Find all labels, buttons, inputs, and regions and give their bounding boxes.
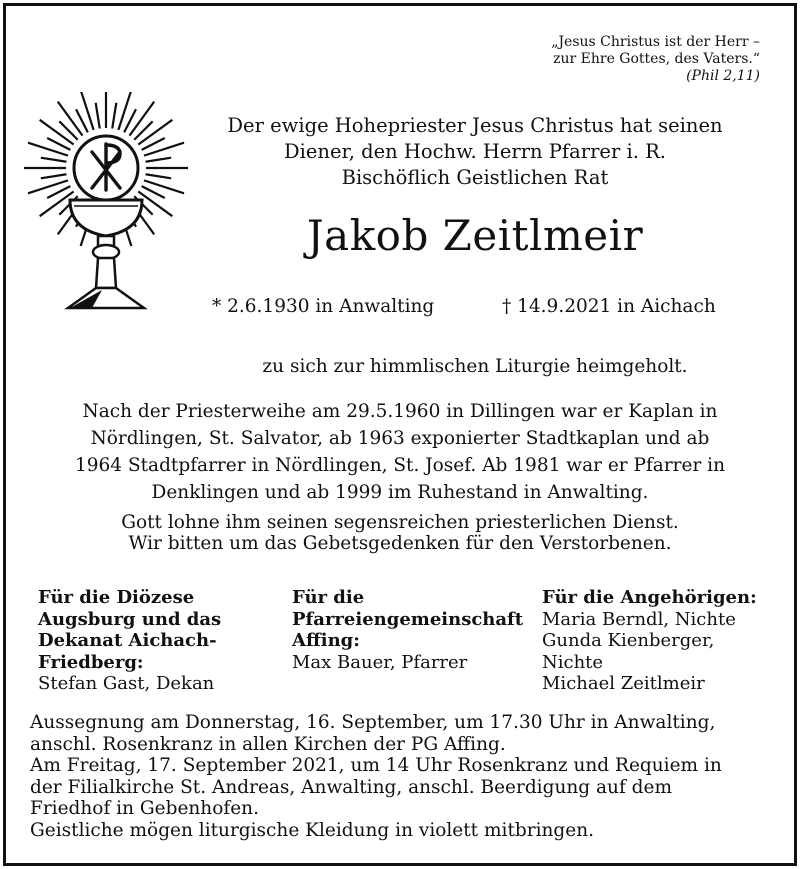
quote-line: zur Ehre Gottes, des Vaters.“ (553, 51, 760, 67)
intro-line: Bischöflich Geistlichen Rat (341, 166, 609, 189)
birth-date: * 2.6.1930 in Anwalting (212, 296, 435, 317)
bio-line: 1964 Stadtpfarrer in Nördlingen, St. Josef. Ab 1981 war er Pfarrer in (74, 455, 726, 476)
funeral-line: der Filialkirche St. Andreas, Anwalting, anschl. Beerdigung auf dem (30, 776, 672, 798)
ray-line (40, 120, 74, 145)
ray-line (138, 192, 172, 217)
bio-line: Nach der Priesterweihe am 29.5.1960 in Dillingen war er Kaplan in (82, 401, 718, 422)
called-home-text: zu sich zur himmlischen Liturgie heimgeholt. (262, 356, 688, 377)
funeral-line: Geistliche mögen liturgische Kleidung in violett mitbringen. (30, 819, 594, 841)
signer-heading: Dekanat Aichach- (38, 630, 217, 651)
bio-line: Nördlingen, St. Salvator, ab 1963 exponierter Stadtkaplan und ab (90, 428, 710, 449)
death-date: † 14.9.2021 in Aichach (502, 296, 716, 317)
bio-line: Denklingen und ab 1999 im Ruhestand in Anwalting. (151, 482, 649, 503)
intro-line: Der ewige Hohepriester Jesus Christus hat seinen (227, 114, 723, 137)
signer-name: Michael Zeitlmeir (542, 673, 705, 694)
thanks-line: Wir bitten um das Gebetsgedenken für den Verstorbenen. (128, 533, 672, 554)
signer-diocese (38, 587, 283, 695)
signer-family (542, 587, 778, 695)
signer-name: Max Bauer, Pfarrer (292, 651, 468, 673)
signer-heading: Friedberg: (38, 651, 144, 673)
signer-name: Stefan Gast, Dekan (38, 673, 215, 694)
quote-line: „Jesus Christus ist der Herr – (551, 34, 760, 50)
signer-name: Maria Berndl, Nichte (542, 608, 736, 630)
funeral-line: Friedhof in Gebenhofen. (30, 798, 259, 819)
funeral-line: Aussegnung am Donnerstag, 16. September, um 17.30 Uhr in Anwalting, (30, 712, 716, 733)
signer-heading: Für die Diözese (38, 587, 195, 608)
ray-line (41, 174, 67, 178)
quote-reference: (Phil 2,11) (686, 68, 760, 84)
chalice-host-chi-rho-icon (14, 92, 198, 320)
ray-line (130, 102, 155, 136)
signer-name: Nichte (542, 651, 604, 673)
ray-line (58, 102, 83, 136)
ray-line (41, 158, 67, 162)
signer-heading: Affing: (292, 630, 360, 651)
signer-parish (292, 587, 542, 673)
signer-heading: Augsburg und das (38, 608, 222, 630)
intro-line: Diener, den Hochw. Herrn Pfarrer i. R. (284, 140, 666, 163)
deceased-name: Jakob Zeitlmeir (306, 211, 644, 260)
thanks-line: Gott lohne ihm seinen segensreichen priesterlichen Dienst. (121, 512, 679, 533)
signer-heading: Für die (292, 587, 365, 608)
ray-line (138, 120, 172, 145)
signer-heading: Für die Angehörigen: (542, 587, 757, 608)
ray-line (146, 158, 172, 162)
ray-line (40, 192, 74, 217)
thanks-text (30, 512, 770, 554)
funeral-details (30, 712, 780, 841)
funeral-line: anschl. Rosenkranz in allen Kirchen der PG Affing. (30, 733, 506, 755)
biography (30, 398, 770, 506)
ray-line (96, 103, 100, 129)
funeral-line: Am Freitag, 17. September 2021, um 14 Uhr Rosenkranz und Requiem in (30, 755, 722, 776)
ray-line (112, 103, 116, 129)
ray-line (146, 174, 172, 178)
bible-quote (551, 34, 760, 85)
signer-name: Gunda Kienberger, (542, 630, 715, 651)
intro-text (200, 113, 750, 191)
signer-heading: Pfarreiengemeinschaft (292, 608, 524, 630)
